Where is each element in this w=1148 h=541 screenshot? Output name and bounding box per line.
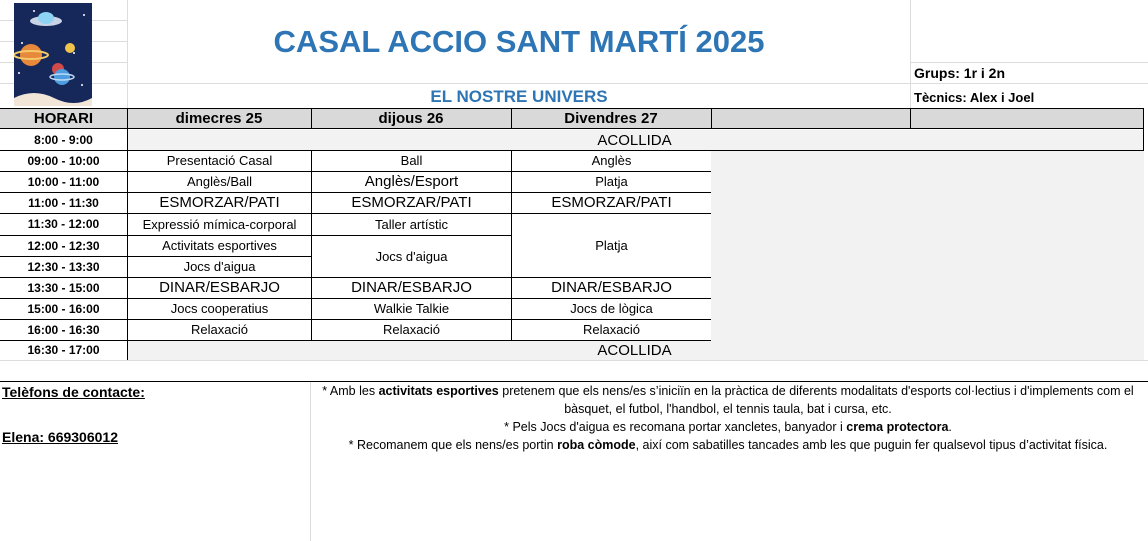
planets-space-icon (14, 3, 92, 106)
day1-activity: Jocs cooperatius (170, 301, 269, 316)
day3-activity: Anglès (591, 153, 632, 168)
day2-activity: Relaxació (382, 322, 441, 337)
note-roba: * Recomanem que els nens/es portin roba còmode, així com sabatilles tancades amb les que puguin fer qualsevol tipus d’activitat física. (348, 438, 1108, 452)
empty-area (711, 150, 1144, 360)
logo-image (14, 3, 92, 106)
day2-activity: Anglès/Esport (364, 173, 459, 190)
header-day2: dijous 26 (378, 110, 444, 127)
day3-activity: Relaxació (582, 322, 641, 337)
time-slot: 12:30 - 13:30 (27, 259, 100, 274)
day1-activity: DINAR/ESBARJO (159, 279, 280, 296)
time-slot: 13:30 - 15:00 (27, 280, 100, 295)
groups-label: Grups: 1r i 2n (914, 65, 1006, 81)
day1-activity: Presentació Casal (166, 153, 273, 168)
day2-activity: Taller artístic (375, 216, 448, 232)
day2-activity: DINAR/ESBARJO (351, 279, 472, 296)
day3-activity: Platja (595, 237, 628, 253)
day3-activity: Platja (595, 174, 628, 189)
time-slot: 11:30 - 12:00 (27, 217, 100, 231)
day1-activity: ESMORZAR/PATI (159, 194, 280, 211)
time-slot: 11:00 - 11:30 (28, 195, 99, 210)
time-slot: 10:00 - 11:00 (27, 174, 100, 189)
header-horari: HORARI (33, 110, 94, 127)
day3-activity: DINAR/ESBARJO (551, 279, 672, 296)
time-slot: 16:00 - 16:30 (27, 322, 100, 337)
day1-activity: Activitats esportives (162, 238, 277, 253)
time-slot: 8:00 - 9:00 (34, 133, 93, 147)
time-slot: 09:00 - 10:00 (27, 153, 100, 168)
notes-block (313, 382, 1143, 454)
day2-activity: Walkie Talkie (373, 301, 450, 316)
day2-activity: Ball (400, 153, 423, 168)
contact-elena: Elena: 669306012 (2, 429, 118, 445)
contact-label: Telèfons de contacte: (2, 384, 145, 400)
day1-activity: Expressió mímica-corporal (142, 216, 297, 232)
page-title: CASAL ACCIO SANT MARTÍ 2025 (273, 24, 765, 59)
header-day3: Divendres 27 (564, 110, 658, 127)
day2-activity: Jocs d'aigua (375, 248, 448, 264)
day3-activity: Jocs de lògica (570, 301, 653, 316)
day2-activity: ESMORZAR/PATI (351, 194, 472, 211)
acollida-morning: ACOLLIDA (597, 131, 672, 149)
day3-activity: ESMORZAR/PATI (551, 194, 672, 211)
day1-activity: Jocs d'aigua (183, 259, 256, 274)
day1-activity: Relaxació (190, 322, 249, 337)
note-jocs-aigua: * Pels Jocs d'aigua es recomana portar xancletes, banyador i crema protectora. (504, 420, 952, 434)
header-day1: dimecres 25 (175, 110, 263, 127)
time-slot: 12:00 - 12:30 (27, 238, 100, 253)
tecnics-label: Tècnics: Alex i Joel (914, 90, 1035, 105)
page-subtitle: EL NOSTRE UNIVERS (430, 87, 608, 106)
note-activitats: * Amb les activitats esportives pretenem que els nens/es s’iniciïn en la pràctica de diferents modalitats d'esports col·lectius i d'implements com el bàsquet, el futbol, l'handbol, el tennis taula, bat i cursa, etc. (322, 384, 1134, 416)
acollida-afternoon: ACOLLIDA (597, 341, 672, 359)
time-slot: 16:30 - 17:00 (27, 343, 100, 357)
day1-activity: Anglès/Ball (186, 174, 253, 189)
time-slot: 15:00 - 16:00 (27, 301, 100, 316)
